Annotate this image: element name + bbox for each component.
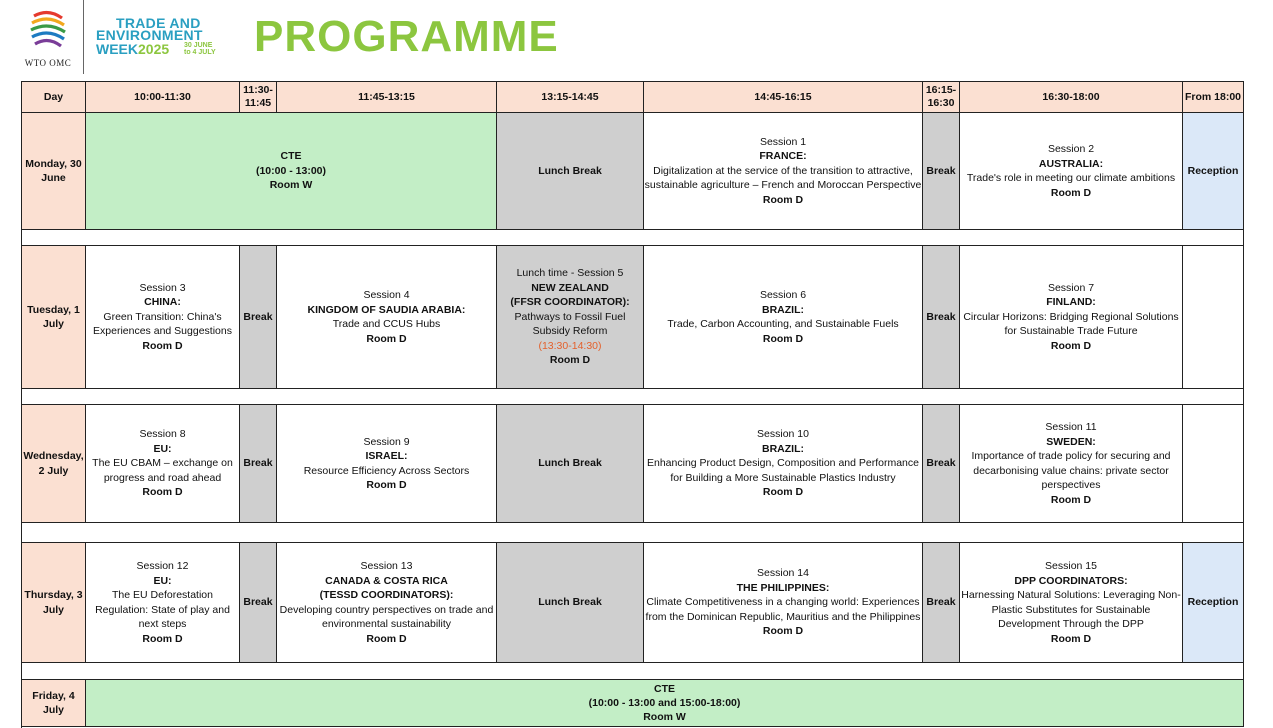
cte-friday: CTE (10:00 - 13:00 and 15:00-18:00) Room W xyxy=(86,680,1244,727)
day-monday: Monday, 30 June xyxy=(22,113,86,230)
reception: Reception xyxy=(1183,113,1244,230)
break: Break xyxy=(923,113,960,230)
col-header-time: 11:45-13:15 xyxy=(277,82,497,113)
session-10: Session 10 BRAZIL: Enhancing Product Design, Composition and Performance for Building a More Sustainable Plastics Industry Room D xyxy=(644,405,923,523)
wto-emblem-icon xyxy=(28,8,68,54)
break: Break xyxy=(923,543,960,663)
empty-cell xyxy=(1183,246,1244,389)
session-4: Session 4 KINGDOM OF SAUDIA ARABIA: Trade and CCUS Hubs Room D xyxy=(277,246,497,389)
lunch-break: Lunch Break xyxy=(497,405,644,523)
col-header-time: 11:30-11:45 xyxy=(240,82,277,113)
lunch-break: Lunch Break xyxy=(497,543,644,663)
break: Break xyxy=(923,246,960,389)
break: Break xyxy=(923,405,960,523)
col-header-time: 14:45-16:15 xyxy=(644,82,923,113)
programme-table xyxy=(21,81,1244,728)
event-year: 2025 xyxy=(138,41,170,57)
session-8: Session 8 EU: The EU CBAM – exchange on progress and road ahead Room D xyxy=(86,405,240,523)
session-6: Session 6 BRAZIL: Trade, Carbon Accounting, and Sustainable Fuels Room D xyxy=(644,246,923,389)
day-wednesday: Wednesday, 2 July xyxy=(22,405,86,523)
col-header-day: Day xyxy=(22,82,86,113)
header-divider xyxy=(83,0,84,74)
col-header-time: 13:15-14:45 xyxy=(497,82,644,113)
reception: Reception xyxy=(1183,543,1244,663)
event-week: WEEK2025 xyxy=(96,41,170,57)
event-line2: ENVIRONMENT xyxy=(96,27,203,43)
session-2: Session 2 AUSTRALIA: Trade's role in meeting our climate ambitions Room D xyxy=(960,113,1183,230)
col-header-time: 16:30-18:00 xyxy=(960,82,1183,113)
wto-logo xyxy=(20,8,76,70)
row-spacer xyxy=(22,230,1244,246)
col-header-time: 10:00-11:30 xyxy=(86,82,240,113)
break: Break xyxy=(240,405,277,523)
event-line1: TRADE AND xyxy=(116,15,201,31)
col-header-time: From 18:00 xyxy=(1183,82,1244,113)
empty-cell xyxy=(1183,405,1244,523)
event-logo xyxy=(96,14,241,64)
page-title: PROGRAMME xyxy=(254,12,559,61)
session-9: Session 9 ISRAEL: Resource Efficiency Across Sectors Room D xyxy=(277,405,497,523)
cte-monday: CTE (10:00 - 13:00) Room W xyxy=(86,113,497,230)
col-header-time: 16:15-16:30 xyxy=(923,82,960,113)
row-spacer xyxy=(22,389,1244,405)
session-13: Session 13 CANADA & COSTA RICA (TESSD COORDINATORS): Developing country perspectives on trade and environmental sustainability Room D xyxy=(277,543,497,663)
session-15: Session 15 DPP COORDINATORS: Harnessing Natural Solutions: Leveraging Non-Plastic Substitutes for Sustainable Development Through the DPP Room D xyxy=(960,543,1183,663)
session-14: Session 14 THE PHILIPPINES: Climate Competitiveness in a changing world: Experiences from the Dominican Republic, Mauritius and the Philippines Room D xyxy=(644,543,923,663)
wto-label: WTO OMC xyxy=(24,58,72,68)
row-spacer xyxy=(22,523,1244,543)
break: Break xyxy=(240,543,277,663)
session-1: Session 1 FRANCE: Digitalization at the service of the transition to attractive, sustainable agriculture – French and Moroccan Perspective Room D xyxy=(644,113,923,230)
row-spacer xyxy=(22,663,1244,680)
day-thursday: Thursday, 3 July xyxy=(22,543,86,663)
session-5: Lunch time - Session 5 NEW ZEALAND (FFSR COORDINATOR): Pathways to Fossil Fuel Subsidy Reform (13:30-14:30) Room D xyxy=(497,246,644,389)
day-tuesday: Tuesday, 1 July xyxy=(22,246,86,389)
day-friday: Friday, 4 July xyxy=(22,680,86,727)
lunch-break: Lunch Break xyxy=(497,113,644,230)
event-dates: 30 JUNE to 4 JULY xyxy=(184,42,216,56)
session-3: Session 3 CHINA: Green Transition: China's Experiences and Suggestions Room D xyxy=(86,246,240,389)
session-7: Session 7 FINLAND: Circular Horizons: Bridging Regional Solutions for Sustainable Trade Future Room D xyxy=(960,246,1183,389)
break: Break xyxy=(240,246,277,389)
session-11: Session 11 SWEDEN: Importance of trade policy for securing and decarbonising value chains: private sector perspectives Room D xyxy=(960,405,1183,523)
session-12: Session 12 EU: The EU Deforestation Regulation: State of play and next steps Room D xyxy=(86,543,240,663)
